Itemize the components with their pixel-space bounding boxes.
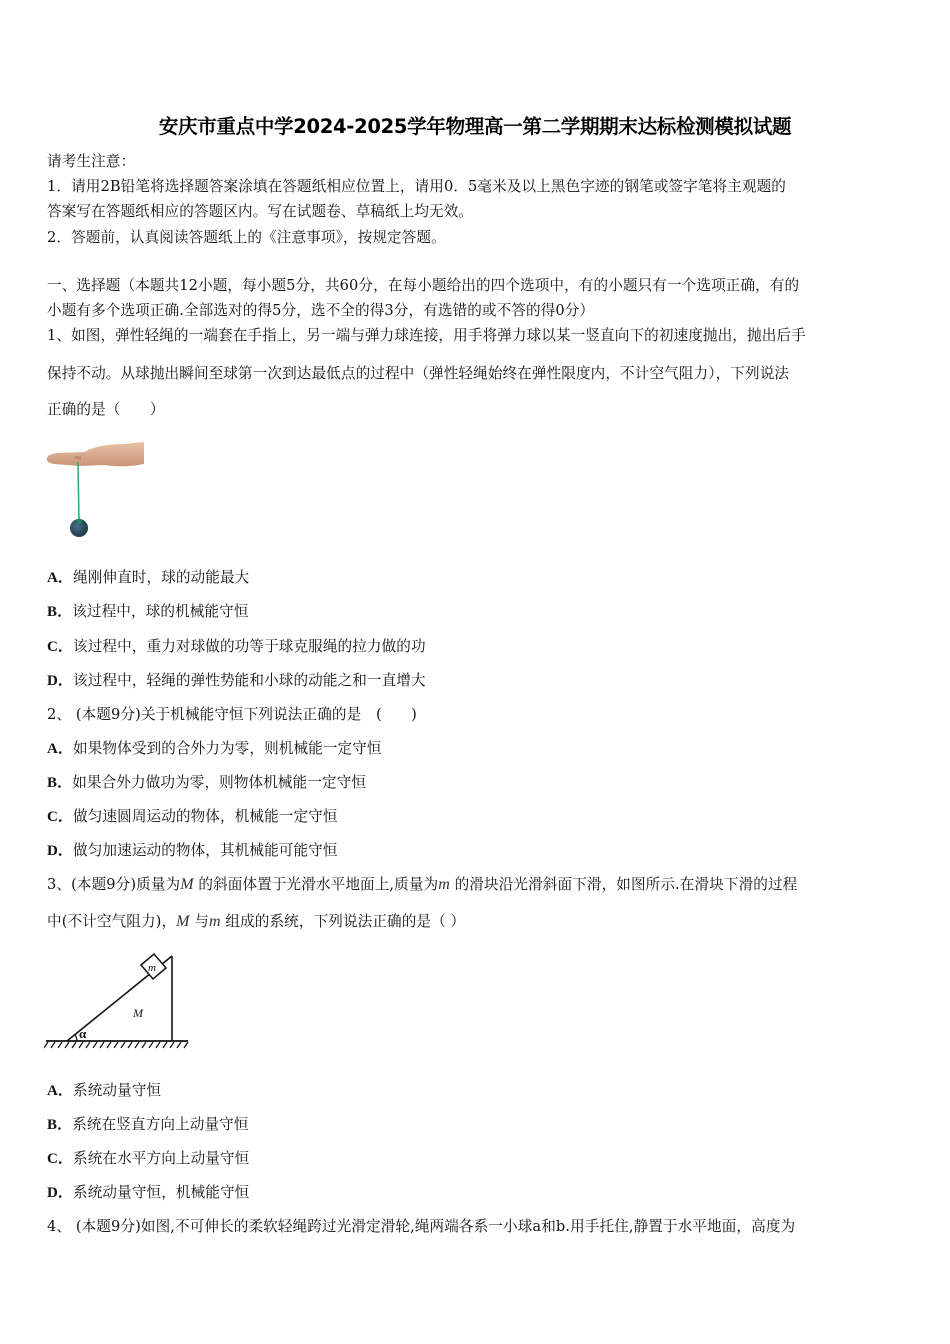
section-instructions-line1: 一、选择题（本题共12小题，每小题5分，共60分，在每小题给出的四个选项中，有的小题只有一个选项正确，有的 <box>47 277 800 294</box>
mass-m-symbol: m <box>438 876 450 893</box>
q2-option-d[interactable]: D．做匀加速运动的物体，其机械能可能守恒 <box>47 842 338 859</box>
incline-wedge-diagram <box>44 946 192 1052</box>
notice-heading: 请考生注意： <box>47 153 136 170</box>
q1-stem-line3: 正确的是（ ） <box>47 401 165 418</box>
q2-option-c[interactable]: C．做匀速圆周运动的物体，机械能一定守恒 <box>47 808 338 825</box>
notice-item-2: 2．答题前，认真阅读答题纸上的《注意事项》，按规定答题。 <box>47 229 446 246</box>
wedge-label: M <box>133 1006 143 1020</box>
q1-stem-line1: 1、如图，弹性轻绳的一端套在手指上，另一端与弹力球连接，用手将弹力球以某一竖直向下的初速度抛出，抛出后手 <box>47 327 806 344</box>
hand-ball-illustration <box>44 436 149 544</box>
q3-stem-line1: 3、(本题9分)质量为M 的斜面体置于光滑水平地面上,质量为m 的滑块沿光滑斜面下滑，如图所示.在滑块下滑的过程 <box>47 876 798 893</box>
angle-label: α <box>79 1026 87 1041</box>
q3-figure-incline <box>44 946 192 1052</box>
q1-option-c[interactable]: C．该过程中，重力对球做的功等于球克服绳的拉力做的功 <box>47 638 426 655</box>
q1-option-a[interactable]: A．绳刚伸直时，球的动能最大 <box>47 569 250 586</box>
notice-item-1-cont: 答案写在答题纸相应的答题区内。写在试题卷、草稿纸上均无效。 <box>47 203 474 220</box>
q3-option-c[interactable]: C．系统在水平方向上动量守恒 <box>47 1150 250 1167</box>
q2-stem: 2、 (本题9分)关于机械能守恒下列说法正确的是 ( ) <box>47 706 417 723</box>
block-label: m <box>148 962 156 974</box>
mass-M-symbol: M <box>180 876 194 893</box>
q3-stem-line2: 中(不计空气阻力)，M 与m 组成的系统，下列说法正确的是（ ） <box>47 913 466 930</box>
mass-M-symbol: M <box>176 913 190 930</box>
q3-option-a[interactable]: A．系统动量守恒 <box>47 1082 162 1099</box>
q2-option-b[interactable]: B．如果合外力做功为零，则物体机械能一定守恒 <box>47 774 367 791</box>
section-instructions-line2: 小题有多个选项正确.全部选对的得5分，选不全的得3分，有选错的或不答的得0分） <box>47 302 595 319</box>
q1-figure-hand-ball <box>44 436 149 544</box>
q4-stem: 4、 (本题9分)如图,不可伸长的柔软轻绳跨过光滑定滑轮,绳两端各系一小球a和b.用手托住,静置于水平地面，高度为 <box>47 1218 796 1235</box>
q3-option-b[interactable]: B．系统在竖直方向上动量守恒 <box>47 1116 249 1133</box>
q1-stem-line2: 保持不动。从球抛出瞬间至球第一次到达最低点的过程中（弹性轻绳始终在弹性限度内，不计空气阻力），下列说法 <box>47 365 790 382</box>
page-title: 安庆市重点中学2024-2025学年物理高一第二学期期末达标检测模拟试题 <box>158 115 792 138</box>
q1-option-b[interactable]: B．该过程中，球的机械能守恒 <box>47 603 249 620</box>
mass-m-symbol: m <box>209 913 221 930</box>
notice-item-1: 1．请用2B铅笔将选择题答案涂填在答题纸相应位置上，请用0．5毫米及以上黑色字迹的钢笔或签字笔将主观题的 <box>47 178 786 195</box>
q1-option-d[interactable]: D．该过程中，轻绳的弹性势能和小球的动能之和一直增大 <box>47 672 426 689</box>
q2-option-a[interactable]: A．如果物体受到的合外力为零，则机械能一定守恒 <box>47 740 382 757</box>
q3-option-d[interactable]: D．系统动量守恒，机械能守恒 <box>47 1184 250 1201</box>
